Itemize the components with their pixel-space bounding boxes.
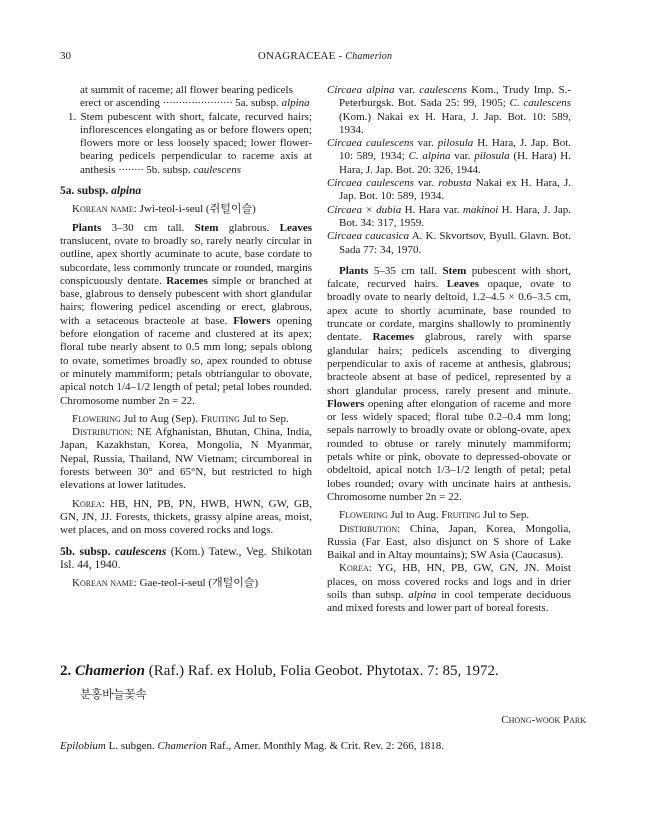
synonym-2: Circaea caulescens var. pilosula H. Hara, J. Jap. Bot. 10: 589, 1934; C. alpina var. pilosula (H. Hara) H. Hara, J. Jap. Bot. 20: 326, 1944. [327, 137, 571, 176]
korea-5a: Korea: HB, HN, PB, PN, HWB, HWN, GW, GB, GN, JN, JJ. Forests, thickets, grassy alpine areas, moist, wet places, and on moss covered rocks and logs. [60, 497, 312, 537]
page-number: 30 [60, 50, 71, 62]
phenology-5a: Flowering Jul to Aug (Sep). Fruiting Jul to Sep. [72, 412, 289, 425]
right-column [327, 84, 571, 616]
synonym-4: Circaea × dubia H. Hara var. makinoi H. Hara, J. Jap. Bot. 34: 317, 1959. [327, 203, 571, 229]
genus-synonym: Epilobium L. subgen. Chamerion Raf., Amer. Monthly Mag. & Crit. Rev. 2: 266, 1818. [60, 740, 444, 752]
key-couplet-a: at summit of raceme; all flower bearing pedicels erect or ascending ······················ 5a. subsp. alpina [80, 84, 310, 110]
header-separator: - [335, 50, 346, 62]
taxon-heading-5b: 5b. subsp. caulescens (Kom.) Tatew., Veg. Shikotan Isl. 44, 1940. [60, 545, 312, 571]
synonym-5: Circaea caucasica A. K. Skvortsov, Byull. Glavn. Bot. Sada 77: 34, 1970. [327, 230, 571, 256]
section-author: Chong-wook Park [501, 714, 586, 726]
key-couplet-b: 1. Stem pubescent with short, falcate, recurved hairs; inflorescences elongating as or before flowers open; flowers more or less loosely spaced; lower flower-bearing pedicels perpendicular to raceme axis at anthesis ········ 5b. subsp. caulescens [68, 110, 313, 176]
korean-name-5b: Korean name: Gae-teol-i-seul (개털이슬) [72, 577, 259, 590]
genus-name: Chamerion [345, 51, 393, 62]
genus-korean-name: 분홍바늘꽃속 [80, 687, 147, 701]
distribution-5a: Distribution: NE Afghanistan, Bhutan, China, India, Japan, Kazakhstan, Korea, Mongolia, N Myanmar, Nepal, Russia, Thailand, NW Vietnam; circumboreal in forests between 30° and 65°N, but restricted to high elevations at lower latitudes. [60, 426, 312, 492]
korean-name-5a: Korean name: Jwi-teol-i-seul (쥐털이슬) [72, 203, 256, 216]
phenology-5b: Flowering Jul to Aug. Fruiting Jul to Sep. [339, 509, 530, 522]
taxon-heading-5a: 5a. subsp. alpina [60, 185, 142, 198]
distribution-5b: Distribution: China, Japan, Korea, Mongolia, Russia (Far East, also disjunct on S shore of Lake Baikal and in Altay mountains); SW Asia (Caucasus). [327, 522, 571, 562]
family-name: ONAGRACEAE [257, 50, 336, 62]
synonym-1: Circaea alpina var. caulescens Kom., Trudy Imp. S.-Peterburgsk. Bot. Sada 25: 99, 1905; C. caulescens (Kom.) Nakai ex H. Hara, J. Jap. Bot. 10: 589, 1934. [327, 84, 572, 136]
left-column [60, 84, 312, 590]
genus-heading: 2. Chamerion (Raf.) Raf. ex Holub, Folia Geobot. Phytotax. 7: 85, 1972. [60, 663, 499, 679]
description-5a: Plants 3–30 cm tall. Stem glabrous. Leaves translucent, ovate to broadly so, rarely nearly circular in outline, apex shortly acuminate to acute, base cordate to subcordate, less commonly truncate or rounded, margins conspicuously dentate. Racemes simple or branched at base, glabrous to densely pubescent with short glandular hairs; flowering pedicel ascending or erect, glabrous, with a setaceous bracteole at base. Flowers opening before elongation of raceme and clustered at its apex; floral tube nearly absent to 0.5 mm long; sepals oblong to ovate, sometimes broadly so, apex rounded to obtuse or minutely mammiform; petals obtriangular to obovate, apical notch 1/4–1/2 length of petal; petal lobes rounded. Chromosome number 2n = 22. [60, 221, 312, 407]
running-title [60, 50, 590, 62]
korea-5b: Korea: YG, HB, HN, PB, GW, GN, JN. Moist places, on moss covered rocks and logs and in drier soils than subsp. alpina in cool temperate deciduous and mixed forests and lower part of boreal forests. [327, 562, 571, 615]
description-5b: Plants 5–35 cm tall. Stem pubescent with short, falcate, recurved hairs. Leaves opaque, ovate to broadly ovate to nearly deltoid, 1.2–4.5 × 0.6–3.5 cm, apex acute to shortly acuminate, base rounded to truncate or cordate, margins shallowly to prominently dentate. Racemes glabrous, rarely with sparse glandular hairs; pedicels ascending to diverging perpendicular to axis of raceme at anthesis, glabrous; bracteole absent at base of pedicel, represented by a short glandular process, rarely present and minute. Flowers opening after elongation of raceme and more or less widely spaced; floral tube 0.2–0.4 mm long; sepals narrowly to broadly ovate or oblong-ovate, apex rounded to obtuse or rarely minutely mammiform; petals white or pink, obovate to depressed-obovate or obdeltoid, apical notch 1/3–1/2 length of petal; petal lobes rounded; ovary with uncinate hairs at anthesis. Chromosome number 2n = 22. [327, 264, 571, 503]
synonym-3: Circaea caulescens var. robusta Nakai ex H. Hara, J. Jap. Bot. 10: 589, 1934. [327, 177, 571, 203]
